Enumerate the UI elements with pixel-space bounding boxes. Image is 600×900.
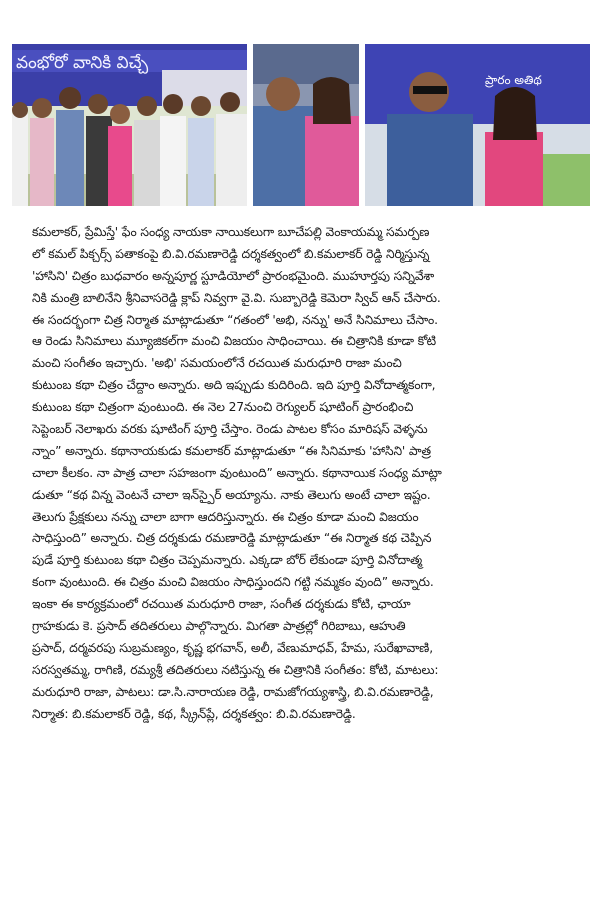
- article-line: కమలాకర్, ప్రేమిస్తే' ఫేం సంధ్య నాయకా నాయికలుగా బూచేపల్లి వెంకాయమ్మ సమర్పణ: [32, 225, 430, 239]
- hero-banner-text: ప్రారం అతిథ: [485, 73, 542, 87]
- article-body: [32, 222, 572, 725]
- article-line: నికి మంత్రి బాలినేని శ్రీనివాసరెడ్డి క్లాప్ నివ్వగా వై.వి. సుబ్బారెడ్డి కెమెరా స్విచ్ ఆన్ చేసారు.: [32, 290, 441, 305]
- article-line: ప్రసాద్, దర్మవరపు సుబ్రమణ్యం, కృష్ణ భగవాన్, అలీ, వేణుమాధవ్, హేమ, సురేఖావాణి,: [32, 640, 433, 655]
- launch-banner-text: వంభోరో వానికి విచ్చే: [16, 53, 149, 73]
- article-line: ఈ సందర్భంగా చిత్ర నిర్మాత మాట్లాడుతూ “గతంలో 'అభి, నన్ను' అనే సినిమాలు చేసాం.: [32, 312, 438, 327]
- article-line: ఆ రెండు సినిమాలు మ్యూజికల్‌గా మంచి విజయం సాధించాయి. ఈ చిత్రానికి కూడా కోటి: [32, 334, 436, 349]
- article-line: 'హాసిని' చిత్రం బుధవారం అన్నపూర్ణ స్టూడియోలో ప్రారంభమైంది. ముహూర్తపు సన్నివేశా: [32, 268, 435, 283]
- article-line: కుటుంబ కథా చిత్రం చేద్దాం అన్నారు. అది ఇప్పుడు కుదిరింది. ఇది పూర్తి వినోదాత్మకంగా,: [32, 378, 436, 393]
- article-line: నిర్మాత: బి.కమలాకర్ రెడ్డి, కథ, స్క్రీన్‌ప్లే, దర్శకత్వం: బి.వి.రమణారెడ్డి.: [32, 706, 356, 721]
- article-line: కుటుంబ కథా చిత్రంగా వుంటుంది. ఈ నెల 27నుంచి రెగ్యులర్ షూటింగ్ ప్రారంభించి: [32, 400, 414, 415]
- article-line: చాలా కీలకం. నా పాత్ర చాలా సహజంగా వుంటుంది” అన్నారు. కథానాయిక సంధ్య మాట్లా: [32, 465, 442, 480]
- article-line: పుడే పూర్తి కుటుంబ కథా చిత్రం చెప్పమన్నారు. ఎక్కడా బోర్ లేకుండా పూర్తి వినోదాత్మ: [32, 553, 422, 568]
- launch-group-photo-image: [12, 44, 247, 206]
- article-line: గ్రాహకుడు కె. ప్రసాద్ తదితరులు పాల్గొన్నారు. మిగతా పాత్రల్లో గిరిబాబు, ఆహుతి: [32, 619, 406, 634]
- article-line: మరుధూరి రాజా, పాటలు: డా.సి.నారాయణ రెడ్డి, రామజోగయ్యశాస్త్రి, బి.వి.రమణారెడ్డి,: [32, 684, 434, 699]
- article-line: సరస్వతమ్మ, రాగిణి, రమ్యశ్రీ తదితరులు నటిస్తున్న ఈ చిత్రానికి సంగీతం: కోటి, మాటలు:: [32, 662, 439, 677]
- article-line: డుతూ “కథ విన్న వెంటనే చాలా ఇన్‌స్పైర్ అయ్యాను. నాకు తెలుగు అంటే చాలా ఇష్టం.: [32, 487, 431, 502]
- article-line: మంచి సంగీతం ఇచ్చారు. 'అభి' సమయంలోనే రచయిత మరుధూరి రాజా మంచి: [32, 356, 402, 371]
- article-line: న్నాం” అన్నారు. కథానాయకుడు కమలాకర్ మాట్లాడుతూ “ఈ సినిమాకు 'హాసిని' పాత్ర: [32, 443, 431, 458]
- article-line: ఇంకా ఈ కార్యక్రమంలో రచయిత మరుధూరి రాజా, సంగీత దర్శకుడు కోటి, ఛాయా: [32, 597, 411, 612]
- launch-group-photo: [12, 44, 247, 206]
- article-line: తెలుగు ప్రేక్షకులు నన్ను చాలా బాగా ఆదరిస్తున్నారు. ఈ చిత్రం కూడా మంచి విజయం: [32, 509, 419, 524]
- article-line: సెప్టెంబర్ నెలాఖరు వరకు షూటింగ్ పూర్తి చేస్తాం. రెండు పాటల కోసం మారిషస్ వెళ్ళను: [32, 422, 428, 437]
- lead-pair-photo-image: [253, 44, 359, 206]
- article-line: లో కమల్ పిక్చర్స్ పతాకంపై బి.వి.రమణారెడ్డి దర్శకత్వంలో బి.కమలాకర్ రెడ్డి నిర్మిస్తున్న: [32, 246, 430, 261]
- lead-pair-photo: [253, 44, 359, 206]
- photo-strip: [12, 44, 590, 206]
- article-line: కంగా వుంటుంది. ఈ చిత్రం మంచి విజయం సాధిస్తుందని గట్టి నమ్మకం వుంది” అన్నారు.: [32, 575, 434, 590]
- article-line: సాధిస్తుంది” అన్నారు. చిత్ర దర్శకుడు రమణారెడ్డి మాట్లాడుతూ “ఈ నిర్మాత కథ చెప్పిన: [32, 531, 432, 546]
- hero-heroine-photo: [365, 44, 590, 206]
- hero-heroine-photo-image: [365, 44, 590, 206]
